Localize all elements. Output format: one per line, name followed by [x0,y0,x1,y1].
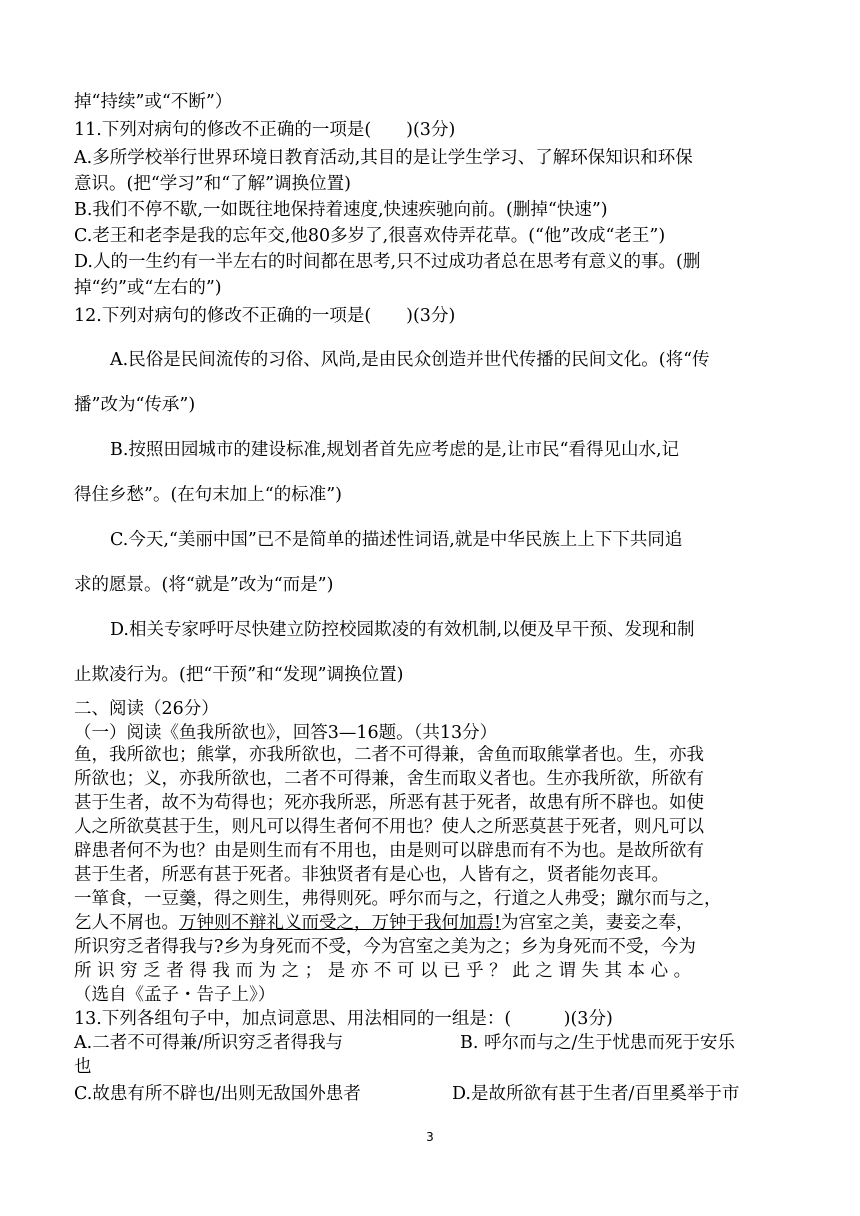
passage-line-8-end: 为宫室之美，妻妾之奉， [501,913,694,933]
q12-option-c-line1: C.今天,“美丽中国”已不是简单的描述性词语,就是中华民族上上下下共同追 [110,530,683,550]
underlined-sentence: 万钟则不辩礼义而受之，万钟于我何加焉! [179,913,502,933]
passage-line-7: 一箪食，一豆羹，得之则生，弗得则死。呼尔而与之，行道之人弗受；蹴尔而与之， [74,889,722,909]
q11-option-a-line1: A.多所学校举行世界环境日教育活动,其目的是让学生学习、了解环保知识和环保 [74,148,693,168]
q10-tail: 掉“持续”或“不断”） [74,92,233,112]
q12-option-c-line2: 求的愿景。(将“就是”改为“而是”) [74,575,334,595]
q13-stem: 13.下列各组句子中，加点词意思、用法相同的一组是：( )(3分) [74,1009,613,1029]
q13-option-c: C.故患有所不辟也/出则无敌国外患者 [74,1084,361,1104]
passage-line-2: 所欲也；义，亦我所欲也，二者不可得兼，舍生而取义者也。生亦我所欲，所欲有 [74,769,704,789]
q12-option-b-line2: 得住乡愁”。(在句末加上“的标准”) [74,485,342,505]
passage-source: （选自《孟子・告子上》） [74,985,276,1005]
passage-line-6: 甚于生者，所恶有甚于死者。非独贤者有是心也，人皆有之，贤者能勿丧耳。 [74,865,669,885]
q13-option-d: D.是故所欲有甚于生者/百里奚举于市 [452,1084,740,1104]
q12-option-a-line2: 播”改为“传承”) [74,395,196,415]
q13-option-a: A.二者不可得兼/所识穷乏者得我与 [74,1033,344,1053]
q11-option-d-line2: 掉“约”或“左右的”) [74,278,222,298]
passage-line-1: 鱼，我所欲也；熊掌，亦我所欲也，二者不可得兼，舍鱼而取熊掌者也。生，亦我 [74,745,704,765]
passage-line-8 [74,911,694,935]
passage-line-9: 所识穷乏者得我与?乡为身死而不受，今为宫室之美为之；乡为身死而不受，今为 [74,937,696,957]
q12-option-d-line1: D.相关专家呼吁尽快建立防控校园欺凌的有效机制,以便及早干预、发现和制 [110,620,695,640]
passage-line-10: 所 识 穷 乏 者 得 我 而 为 之 ； 是 亦 不 可 以 已 乎 ？ 此 之 谓 失 其 本 心 。 [74,961,692,981]
q13-option-b-wrap: 也 [74,1057,92,1077]
q11-option-b: B.我们不停不歇,一如既往地保持着速度,快速疾驰向前。(删掉“快速”) [74,200,608,220]
q11-option-a-line2: 意识。(把“学习”和“了解”调换位置) [74,174,351,194]
q12-option-a-line1: A.民俗是民间流传的习俗、风尚,是由民众创造并世代传播的民间文化。(将“传 [110,350,710,370]
q13-option-b: B. 呼尔而与之/生于忧患而死于安乐 [460,1033,735,1053]
passage-line-4: 人之所欲莫甚于生，则凡可以得生者何不用也？使人之所恶莫甚于死者，则凡可以 [74,817,704,837]
passage-line-5: 辟患者何不为也？由是则生而有不用也，由是则可以辟患而有不为也。是故所欲有 [74,841,704,861]
q11-stem: 11.下列对病句的修改不正确的一项是( )(3分) [74,120,456,140]
q11-option-d-line1: D.人的一生约有一半左右的时间都在思考,只不过成功者总在思考有意义的事。(删 [74,252,701,272]
q12-stem: 12.下列对病句的修改不正确的一项是( )(3分) [74,306,456,326]
q12-option-d-line2: 止欺凌行为。(把“干预”和“发现”调换位置) [74,665,404,685]
q11-option-c: C.老王和老李是我的忘年交,他80多岁了,很喜欢侍弄花草。(“他”改成“老王”) [74,226,666,246]
q12-option-b-line1: B.按照田园城市的建设标准,规划者首先应考虑的是,让市民“看得见山水,记 [110,440,680,460]
passage-line-8-start: 乞人不屑也。 [74,913,179,933]
page-number: 3 [426,1130,434,1144]
passage-line-3: 甚于生者，故不为苟得也；死亦我所恶，所恶有甚于死者，故患有所不辟也。如使 [74,793,704,813]
section-title: 二、阅读（26分） [74,699,219,719]
section-subtitle: （一）阅读《鱼我所欲也》，回答3—16题。（共13分） [74,723,498,743]
